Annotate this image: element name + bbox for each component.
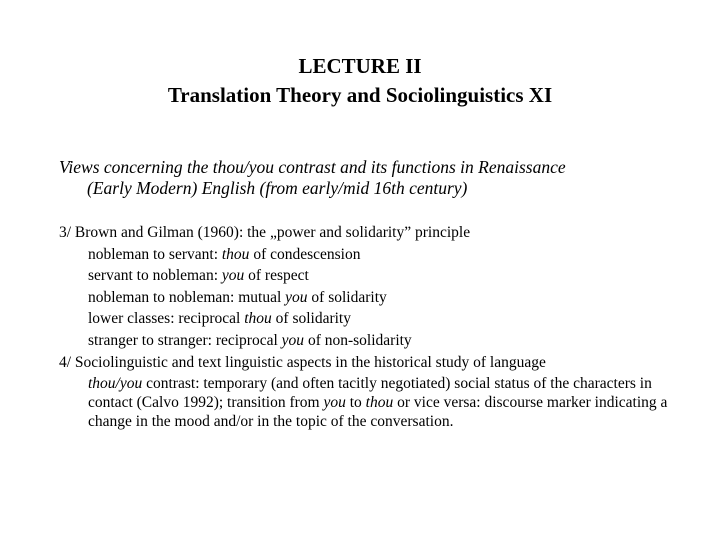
item-text: of solidarity xyxy=(271,310,351,328)
item-pronoun: you xyxy=(221,267,245,285)
point-3-item xyxy=(59,244,699,266)
item-text: of condescension xyxy=(249,245,361,263)
para-text: or vice versa: discourse marker indicating a change in the mood and/or in the topic of the conversation. xyxy=(88,394,668,431)
item-pronoun: you xyxy=(285,288,308,306)
item-text: of respect xyxy=(244,267,309,285)
item-text: nobleman to servant: xyxy=(88,245,222,263)
item-text: of non-solidarity xyxy=(304,331,412,349)
point-3-item xyxy=(59,330,699,352)
item-text: stranger to stranger: reciprocal xyxy=(88,331,282,349)
slide-subtitle xyxy=(59,157,699,199)
point-3-item xyxy=(59,308,699,330)
para-pronoun: you xyxy=(323,394,346,412)
item-text: of solidarity xyxy=(307,288,387,306)
point-3-item xyxy=(59,287,699,309)
item-pronoun: thou xyxy=(244,310,272,328)
slide-body xyxy=(59,222,699,431)
item-text: nobleman to nobleman: mutual xyxy=(88,288,286,306)
item-text: lower classes: reciprocal xyxy=(88,310,245,328)
para-text: to xyxy=(345,394,366,412)
subtitle-line-2: (Early Modern) English (from early/mid 16th century) xyxy=(87,178,468,198)
item-pronoun: thou xyxy=(221,245,250,263)
item-pronoun: you xyxy=(281,331,305,349)
item-text: servant to nobleman: xyxy=(88,267,222,285)
point-4-heading: 4/ Sociolinguistic and text linguistic aspects in the historical study of language xyxy=(59,353,546,371)
point-4-paragraph xyxy=(59,374,699,431)
para-pronoun: thou xyxy=(365,394,394,412)
point-3-heading: 3/ Brown and Gilman (1960): the „power and solidarity” principle xyxy=(59,224,471,241)
para-pronoun: thou/you xyxy=(88,375,143,393)
para-text: contrast: temporary (and often tacitly negotiated) social status of the characters in contact (Calvo 1992); transition from xyxy=(88,375,652,412)
slide-title xyxy=(0,52,720,110)
subtitle-line-1: Views concerning the thou/you contrast and its functions in Renaissance xyxy=(59,157,566,177)
title-line-2: Translation Theory and Sociolinguistics XI xyxy=(167,83,553,107)
point-3-item xyxy=(59,265,699,287)
title-line-1: LECTURE II xyxy=(298,54,422,78)
